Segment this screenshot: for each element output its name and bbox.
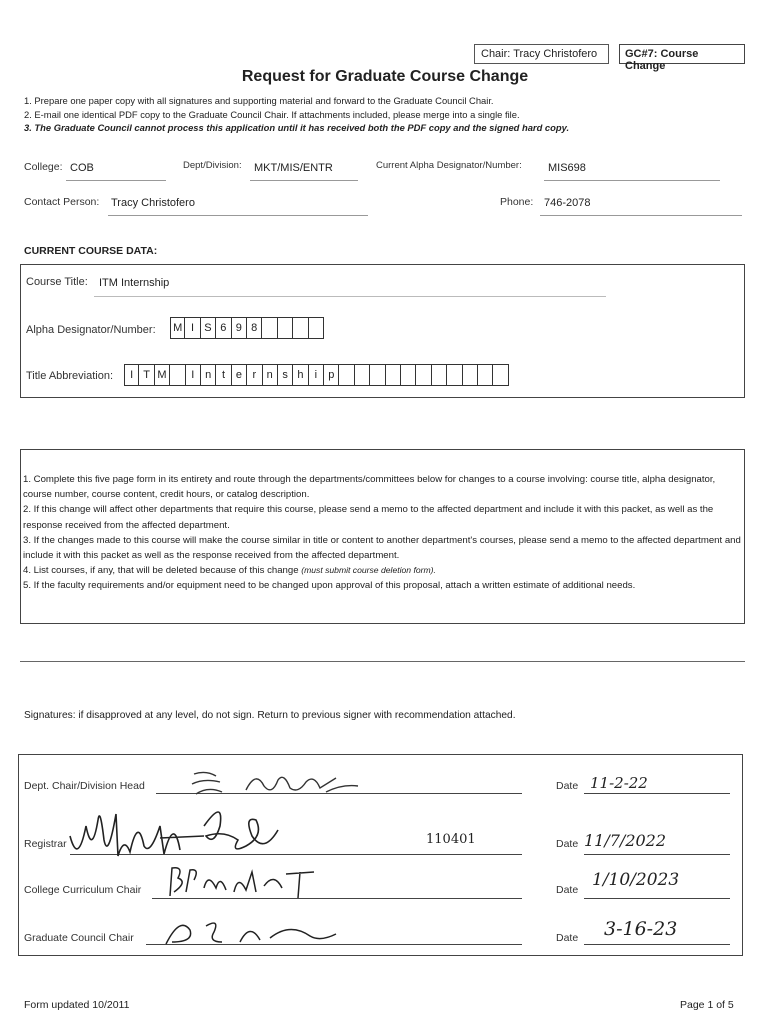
chair-tag-text: Chair: Tracy Christofero bbox=[481, 48, 598, 60]
date-label-1: Date bbox=[556, 780, 579, 792]
dept-label: Dept/Division: bbox=[183, 160, 242, 171]
abbrev-cell[interactable] bbox=[447, 364, 462, 386]
dept-chair-date[interactable]: 11-2-22 bbox=[590, 774, 648, 792]
instruction-2: 2. E-mail one identical PDF copy to the Graduate Council Chair. If attachments included, please merge into a single file. bbox=[24, 108, 520, 120]
note-4-text: 4. List courses, if any, that will be deleted because of this change bbox=[23, 565, 299, 577]
abbrev-cell[interactable]: e bbox=[232, 364, 247, 386]
abbrev-cell[interactable] bbox=[478, 364, 493, 386]
contact-field[interactable]: Tracy Christofero bbox=[111, 197, 195, 209]
divider bbox=[20, 661, 745, 662]
registrar-number: 110401 bbox=[426, 832, 476, 847]
designator-cell[interactable] bbox=[278, 317, 293, 339]
designator-cell[interactable]: S bbox=[201, 317, 216, 339]
course-title-field[interactable]: ITM Internship bbox=[99, 277, 170, 289]
notes bbox=[23, 472, 745, 594]
designator-cell[interactable]: I bbox=[185, 317, 200, 339]
abbrev-cell[interactable]: T bbox=[139, 364, 154, 386]
abbrev-cell[interactable]: r bbox=[247, 364, 262, 386]
note-3: 3. If the changes made to this course will make the course similar in title or content to another department's courses, please send a memo to the affected department and include it with this packet as well as the response received from the affected department. bbox=[23, 534, 741, 562]
abbrev-cell[interactable]: M bbox=[155, 364, 170, 386]
curriculum-chair-date[interactable]: 1/10/2023 bbox=[592, 870, 680, 890]
dept-chair-label: Dept. Chair/Division Head bbox=[24, 780, 145, 792]
designator-cell[interactable]: 6 bbox=[216, 317, 231, 339]
note-2: 2. If this change will affect other departments that require this course, please send a memo to the affected department and include it with this packet, as well as the response received from the affected department. bbox=[23, 504, 714, 531]
designator-cell[interactable] bbox=[262, 317, 277, 339]
abbrev-cell[interactable]: n bbox=[201, 364, 216, 386]
course-title-label: Course Title: bbox=[26, 276, 88, 288]
chair-tag bbox=[474, 44, 609, 64]
abbrev-cell[interactable] bbox=[386, 364, 401, 386]
current-course-heading: CURRENT COURSE DATA: bbox=[24, 245, 158, 257]
abbrev-cell[interactable] bbox=[370, 364, 385, 386]
grad-council-chair-signature[interactable] bbox=[160, 912, 340, 948]
designator-label: Alpha Designator/Number: bbox=[26, 324, 156, 336]
registrar-date[interactable]: 11/7/2022 bbox=[584, 831, 667, 850]
grad-council-chair-label: Graduate Council Chair bbox=[24, 932, 134, 944]
college-field[interactable]: COB bbox=[70, 162, 94, 174]
alpha-field[interactable]: MIS698 bbox=[548, 162, 586, 174]
designator-cell[interactable]: M bbox=[170, 317, 185, 339]
abbrev-cell[interactable]: t bbox=[216, 364, 231, 386]
abbrev-cell[interactable]: I bbox=[124, 364, 139, 386]
phone-label: Phone: bbox=[500, 196, 534, 208]
signature-instruction: Signatures: if disapproved at any level, do not sign. Return to previous signer with recommendation attached. bbox=[24, 710, 516, 721]
registrar-signature[interactable] bbox=[64, 796, 284, 868]
registrar-label: Registrar bbox=[24, 838, 67, 850]
designator-cell[interactable] bbox=[309, 317, 324, 339]
grad-council-chair-date[interactable]: 3-16-23 bbox=[604, 918, 678, 940]
instruction-3: 3. The Graduate Council cannot process this application until it has received both the PDF copy and the signed hard copy. bbox=[24, 122, 570, 133]
date-label-3: Date bbox=[556, 884, 579, 896]
dept-chair-signature[interactable] bbox=[186, 766, 366, 800]
college-label: College: bbox=[24, 161, 63, 173]
abbrev-cell[interactable] bbox=[355, 364, 370, 386]
form-updated: Form updated 10/2011 bbox=[24, 999, 130, 1011]
abbrev-cell[interactable]: I bbox=[186, 364, 201, 386]
alpha-label: Current Alpha Designator/Number: bbox=[376, 160, 522, 171]
abbrev-cell[interactable] bbox=[170, 364, 185, 386]
abbrev-label: Title Abbreviation: bbox=[26, 370, 114, 382]
note-4-italic: (must submit course deletion form). bbox=[301, 565, 436, 576]
abbrev-cell[interactable]: s bbox=[278, 364, 293, 386]
abbrev-cells[interactable] bbox=[124, 364, 509, 386]
abbrev-cell[interactable] bbox=[463, 364, 478, 386]
curriculum-chair-label: College Curriculum Chair bbox=[24, 884, 142, 896]
abbrev-cell[interactable] bbox=[493, 364, 508, 386]
designator-cell[interactable] bbox=[293, 317, 308, 339]
page-number: Page 1 of 5 bbox=[680, 999, 734, 1011]
date-label-4: Date bbox=[556, 932, 579, 944]
abbrev-cell[interactable]: i bbox=[309, 364, 324, 386]
note-4 bbox=[23, 563, 745, 578]
abbrev-cell[interactable] bbox=[339, 364, 354, 386]
abbrev-cell[interactable] bbox=[416, 364, 431, 386]
abbrev-cell[interactable]: p bbox=[324, 364, 339, 386]
note-1: 1. Complete this five page form in its entirety and route through the departments/committees below for changes to a course involving: course title, alpha designator, course number, course content, credit hours, or catalog description. bbox=[23, 474, 716, 501]
curriculum-chair-signature[interactable] bbox=[164, 862, 324, 902]
form-id-text: GC#7: Course Change bbox=[625, 48, 699, 72]
instructions bbox=[24, 94, 744, 135]
instruction-1: 1. Prepare one paper copy with all signatures and supporting material and forward to the Graduate Council Chair. bbox=[24, 95, 494, 106]
page-title: Request for Graduate Course Change bbox=[241, 68, 529, 85]
dept-field[interactable]: MKT/MIS/ENTR bbox=[254, 162, 333, 174]
designator-cell[interactable]: 8 bbox=[247, 317, 262, 339]
note-5: 5. If the faculty requirements and/or equipment need to be changed upon approval of this proposal, attach a written estimate of additional needs. bbox=[23, 580, 636, 592]
date-label-2: Date bbox=[556, 838, 579, 850]
abbrev-cell[interactable]: h bbox=[293, 364, 308, 386]
form-id-badge bbox=[619, 44, 745, 72]
abbrev-cell[interactable] bbox=[432, 364, 447, 386]
designator-cell[interactable]: 9 bbox=[232, 317, 247, 339]
designator-cells[interactable] bbox=[170, 317, 324, 339]
abbrev-cell[interactable]: n bbox=[263, 364, 278, 386]
abbrev-cell[interactable] bbox=[401, 364, 416, 386]
contact-label: Contact Person: bbox=[24, 196, 100, 208]
phone-field[interactable]: 746-2078 bbox=[544, 197, 591, 209]
